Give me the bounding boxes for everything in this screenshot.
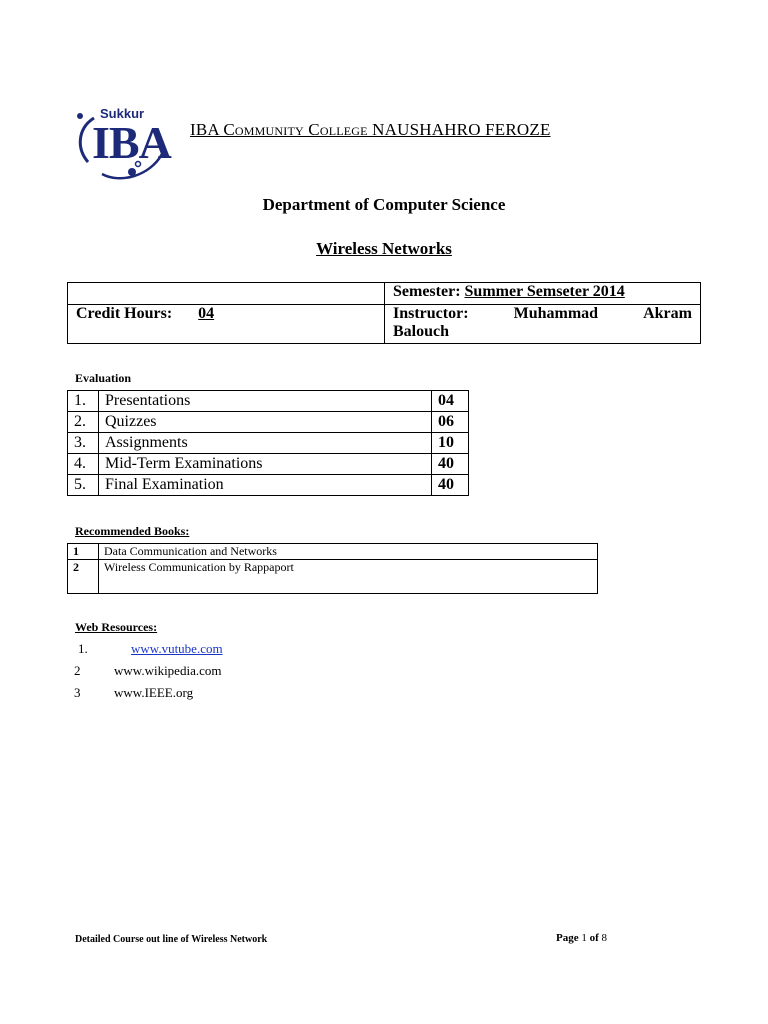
table-row [68, 433, 469, 454]
list-number: 3 [74, 685, 81, 700]
book-number: 2 [68, 560, 99, 594]
logo-iba-text: IBA [92, 117, 171, 168]
ieee-url: www.IEEE.org [114, 685, 194, 700]
list-item [78, 641, 378, 659]
evaluation-table [67, 390, 469, 496]
table-row [68, 454, 469, 475]
list-item [74, 663, 374, 681]
list-number: 2 [74, 663, 81, 678]
book-title: Wireless Communication by Rappaport [99, 560, 598, 594]
table-row [68, 560, 598, 594]
evaluation-item: Assignments [99, 433, 432, 454]
evaluation-value: 04 [432, 391, 469, 412]
semester-cell [385, 283, 701, 305]
empty-cell [68, 283, 385, 305]
list-number: 1. [78, 641, 88, 656]
of-label: of [589, 932, 599, 944]
semester-value: Summer Semseter 2014 [464, 283, 625, 300]
evaluation-value: 40 [432, 454, 469, 475]
row-number: 1. [68, 391, 99, 412]
credit-hours-cell [68, 305, 385, 344]
table-row [68, 391, 469, 412]
row-number: 4. [68, 454, 99, 475]
instructor-cell [385, 305, 701, 344]
instructor-middle-name: Akram [643, 305, 692, 322]
page-label: Page [556, 932, 579, 944]
table-row [68, 544, 598, 560]
evaluation-value: 06 [432, 412, 469, 433]
page-current: 1 [581, 932, 587, 944]
sukkur-iba-logo [72, 104, 172, 182]
row-number: 5. [68, 475, 99, 496]
table-row [68, 475, 469, 496]
footer-course-outline: Detailed Course out line of Wireless Network [75, 934, 268, 945]
course-title: Wireless Networks [316, 239, 452, 258]
logo-sukkur-text: Sukkur [100, 106, 145, 121]
list-item [74, 685, 374, 703]
department-title: Department of Computer Science [262, 195, 506, 214]
recommended-books-table [67, 543, 598, 594]
footer-page-number [556, 932, 607, 944]
evaluation-item: Mid-Term Examinations [99, 454, 432, 475]
recommended-books-label: Recommended Books: [75, 524, 190, 538]
semester-label: Semester: [393, 283, 461, 300]
evaluation-label: Evaluation [75, 371, 132, 385]
credit-hours-value: 04 [198, 305, 215, 322]
college-name: IBA Community College NAUSHAHRO FEROZE [190, 120, 551, 139]
evaluation-item: Final Examination [99, 475, 432, 496]
page-total: 8 [601, 932, 608, 944]
course-info-table [67, 282, 701, 344]
row-number: 2. [68, 412, 99, 433]
evaluation-value: 40 [432, 475, 469, 496]
instructor-label: Instructor: [393, 305, 469, 322]
vutube-link[interactable]: www.vutube.com [131, 641, 223, 656]
web-resources-label: Web Resources: [75, 620, 158, 634]
evaluation-item: Presentations [99, 391, 432, 412]
instructor-last-name: Balouch [393, 323, 450, 340]
table-row [68, 412, 469, 433]
book-title: Data Communication and Networks [99, 544, 598, 560]
book-number: 1 [68, 544, 99, 560]
evaluation-item: Quizzes [99, 412, 432, 433]
wikipedia-url: www.wikipedia.com [114, 663, 222, 678]
credit-hours-label: Credit Hours: [76, 305, 173, 322]
row-number: 3. [68, 433, 99, 454]
instructor-first-name: Muhammad [513, 305, 599, 322]
evaluation-value: 10 [432, 433, 469, 454]
